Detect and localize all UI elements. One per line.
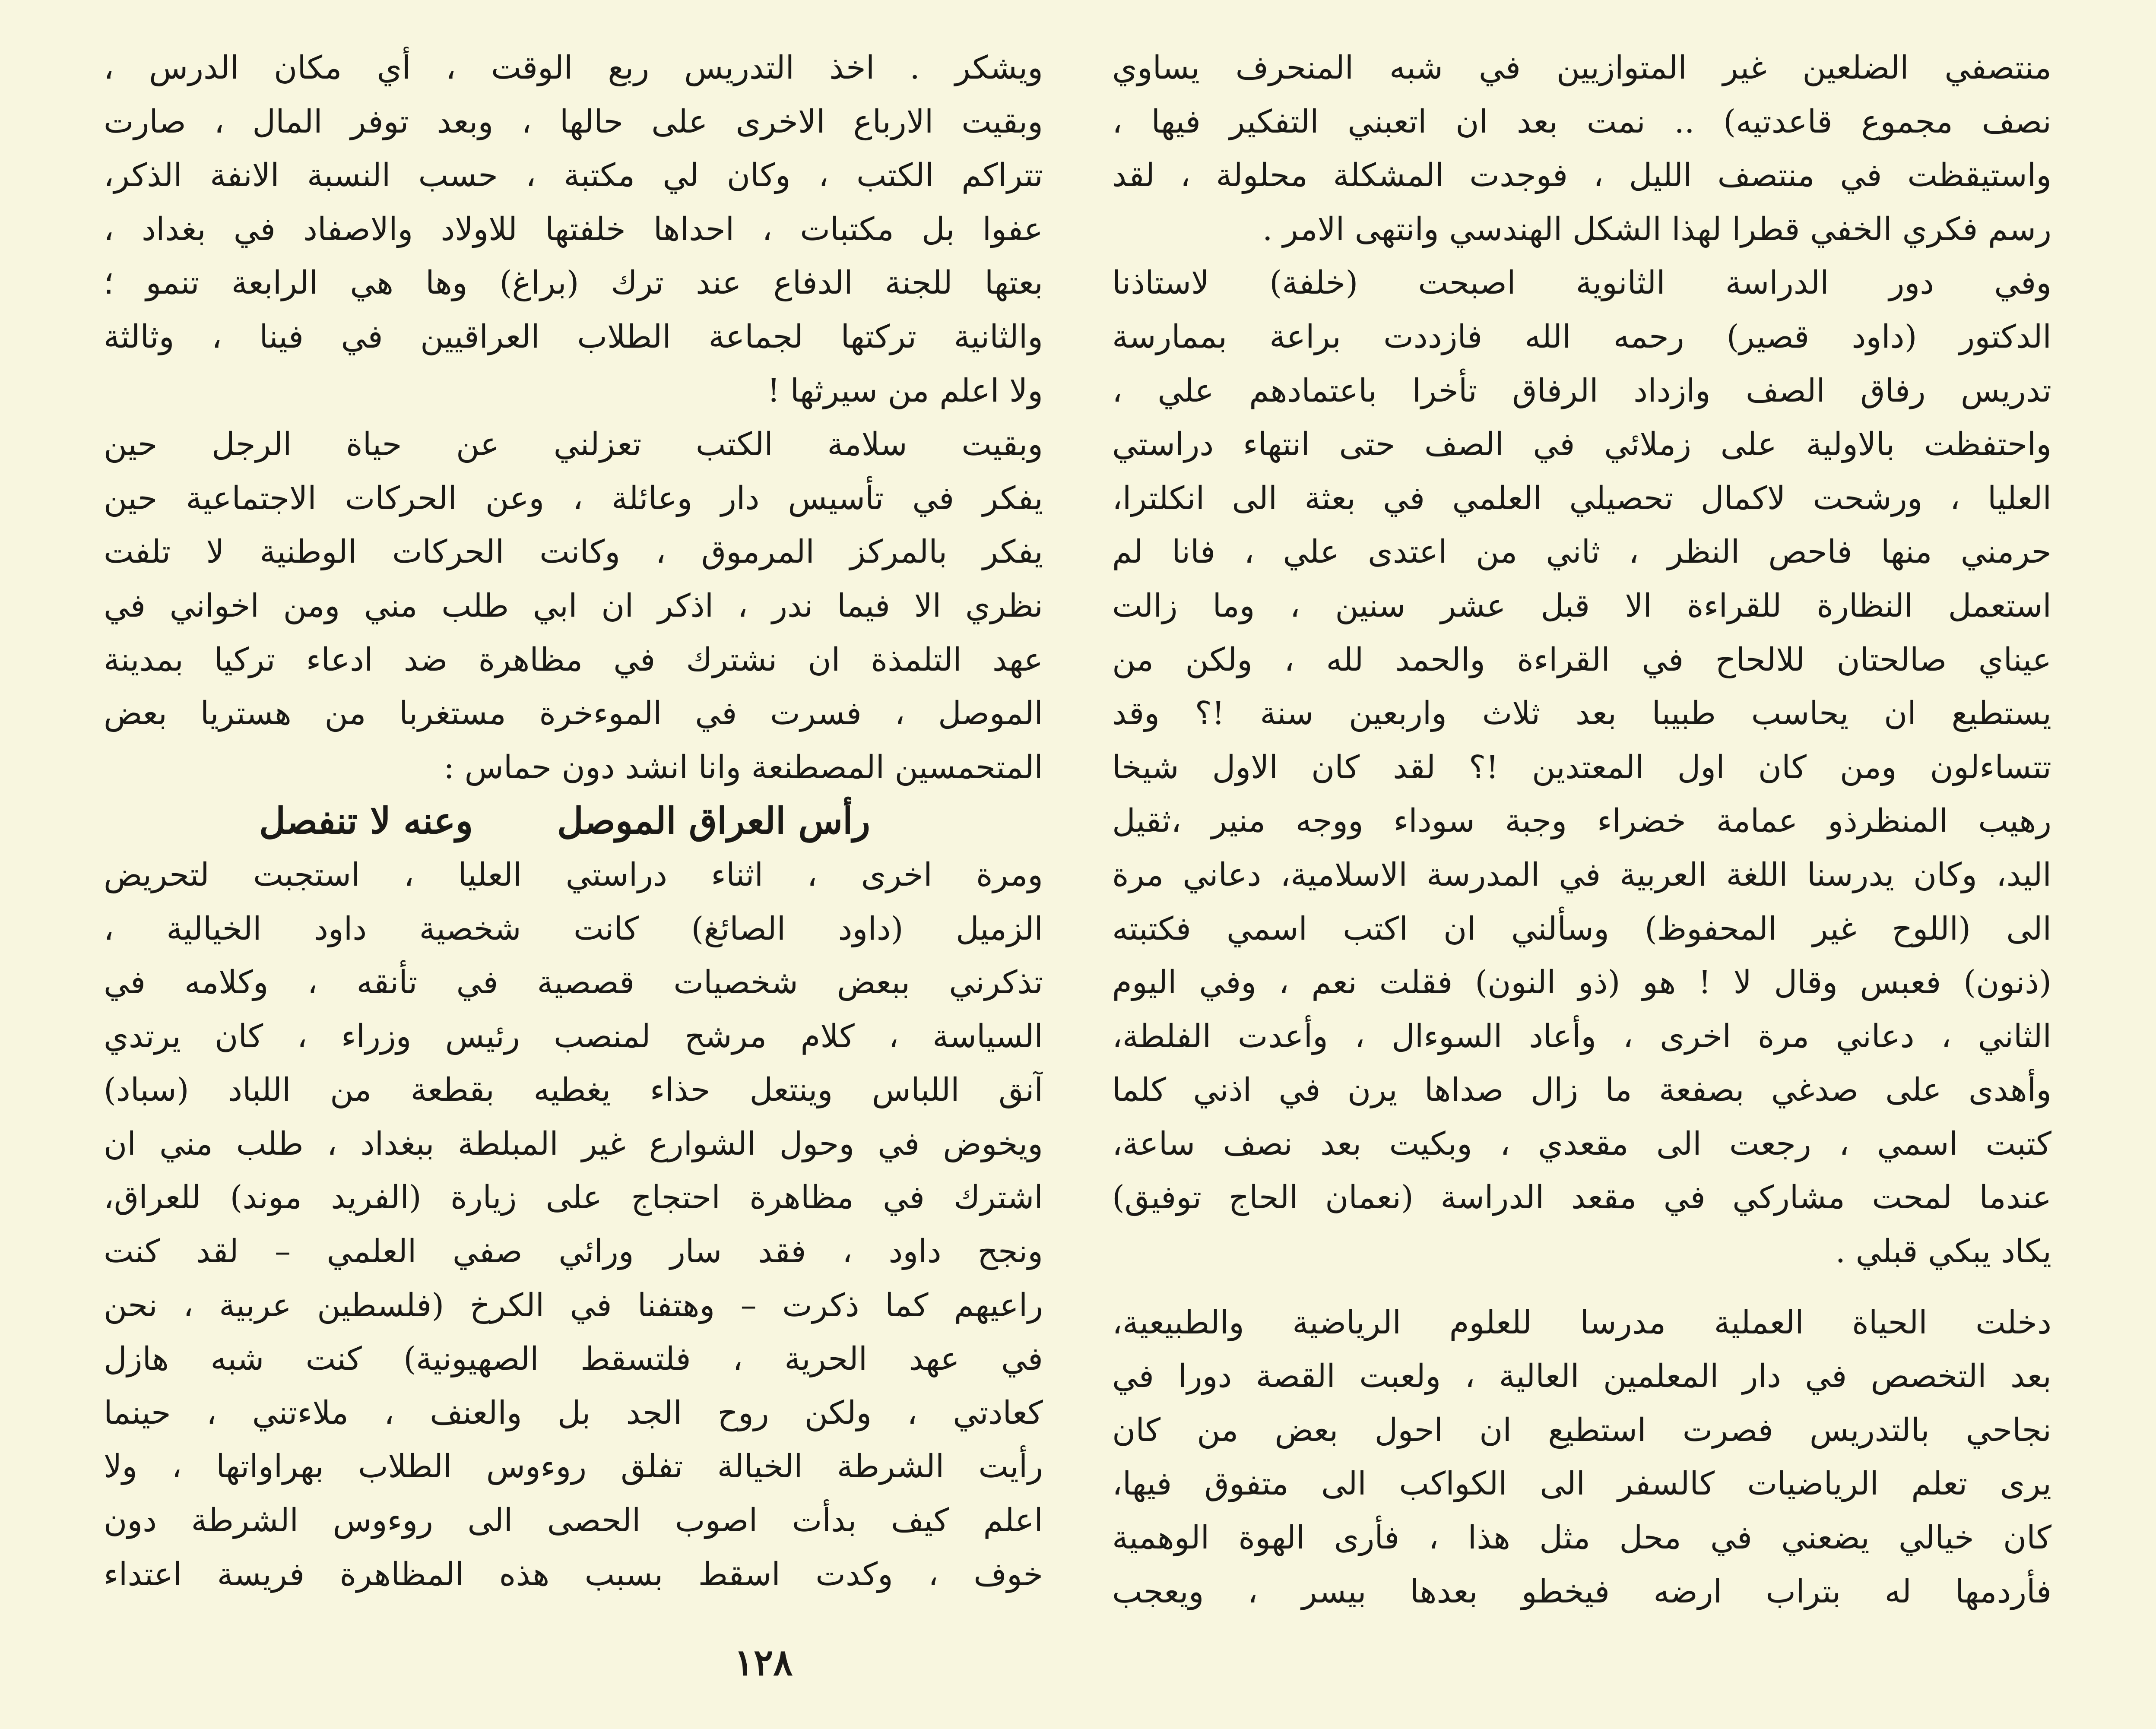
text-line: اليد، وكان يدرسنا اللغة العربية في المدرسة الاسلامية، دعاني مرة — [1112, 856, 2051, 893]
text-line: راعيهم كما ذكرت – وهتفنا في الكرخ (فلسطين عربية ، نحن — [104, 1286, 1043, 1324]
text-line: الموصل ، فسرت في الموءخرة مستغربا من هستريا بعض — [104, 695, 1043, 732]
text-line: الثاني ، دعاني مرة اخرى ، وأعاد السوءال ، وأعدت الفلطة، — [1112, 1017, 2051, 1055]
left-column — [104, 41, 1043, 1601]
text-line: دخلت الحياة العملية مدرسا للعلوم الرياضية والطبيعية، — [1112, 1304, 2051, 1341]
text-line: في عهد الحرية ، فلتسقط الصهيونية) كنت شبه هازل — [104, 1340, 1043, 1378]
text-line: رسم فكري الخفي قطرا لهذا الشكل الهندسي وانتهى الامر . — [1262, 210, 2051, 248]
text-line: واحتفظت بالاولية على زملائي في الصف حتى انتهاء دراستي — [1112, 426, 2051, 463]
poem-verse — [104, 794, 1043, 848]
text-line: منتصفي الضلعين غير المتوازيين في شبه المنحرف يساوي — [1112, 49, 2051, 86]
text-line: بعتها للجنة الدفاع عند ترك (براغ) وها هي الرابعة تنمو ؛ — [104, 264, 1043, 302]
text-line: وأهدى على صدغي بصفعة ما زال صداها يرن في اذني كلما — [1112, 1071, 2051, 1109]
text-line: وبقيت الارباع الاخرى على حالها ، وبعد توفر المال ، صارت — [104, 103, 1043, 140]
text-line: بعد التخصص في دار المعلمين العالية ، ولعبت القصة دورا في — [1112, 1358, 2051, 1395]
text-line: تتراكم الكتب ، وكان لي مكتبة ، حسب النسبة الانفة الذكر، — [104, 157, 1043, 194]
text-line: نصف مجموع قاعدتيه) .. نمت بعد ان اتعبني التفكير فيها ، — [1112, 103, 2051, 140]
text-line: تدريس رفاق الصف وازداد الرفاق تأخرا باعتمادهم علي ، — [1112, 372, 2051, 409]
text-line: يكاد يبكي قبلي . — [1835, 1233, 2051, 1270]
right-column — [1112, 41, 2051, 1618]
text-line: عندما لمحت مشاركي في مقعد الدراسة (نعمان الحاج توفيق) — [1112, 1179, 2051, 1216]
text-line: الدكتور (داود قصير) رحمه الله فازددت براعة بممارسة — [1112, 318, 2051, 355]
text-line: خوف ، وكدت اسقط بسبب هذه المظاهرة فريسة اعتداء — [104, 1555, 1043, 1593]
text-line: وبقيت سلامة الكتب تعزلني عن حياة الرجل حين — [104, 426, 1043, 463]
text-line: اعلم كيف بدأت اصوب الحصى الى روءوس الشرطة دون — [104, 1502, 1043, 1539]
text-line: ومرة اخرى ، اثناء دراستي العليا ، استجبت لتحريض — [104, 856, 1043, 893]
text-line: ولا اعلم من سيرثها ! — [767, 372, 1043, 409]
text-line: فأردمها له بتراب ارضه فيخطو بعدها بيسر ، ويعجب — [1112, 1573, 2051, 1610]
text-line: الزميل (داود الصائغ) كانت شخصية داود الخيالية ، — [104, 910, 1043, 947]
text-line: يفكر في تأسيس دار وعائلة ، وعن الحركات الاجتماعية حين — [104, 479, 1043, 517]
text-line: رأيت الشرطة الخيالة تفلق روءوس الطلاب بهراواتها ، ولا — [104, 1448, 1043, 1485]
text-line: يستطيع ان يحاسب طبيبا بعد ثلاث واربعين سنة !؟ وقد — [1112, 695, 2051, 732]
text-line: عيناي صالحتان للالحاح في القراءة والحمد لله ، ولكن من — [1112, 641, 2051, 678]
text-line: كعادتي ، ولكن روح الجد بل والعنف ، ملاءتني ، حينما — [104, 1394, 1043, 1431]
text-line: آنق اللباس وينتعل حذاء يغطيه بقطعة من اللباد (سباد) — [104, 1071, 1043, 1109]
page-number: ١٢٨ — [734, 1641, 793, 1684]
text-line: استعمل النظارة للقراءة الا قبل عشر سنين ، وما زالت — [1112, 587, 2051, 624]
verse-first-hemistich: رأس العراق الموصل — [557, 799, 870, 842]
text-line: وفي دور الدراسة الثانوية اصبحت (خلفة) لاستاذنا — [1112, 264, 2051, 302]
text-line: يرى تعلم الرياضيات كالسفر الى الكواكب الى متفوق فيها، — [1112, 1465, 2051, 1503]
text-line: عهد التلمذة ان نشترك في مظاهرة ضد ادعاء تركيا بمدينة — [104, 641, 1043, 678]
text-line: اشترك في مظاهرة احتجاج على زيارة (الفريد موند) للعراق، — [104, 1179, 1043, 1216]
text-line: ويشكر . اخذ التدريس ربع الوقت ، أي مكان الدرس ، — [104, 49, 1043, 86]
text-line: تذكرني ببعض شخصيات قصصية في تأنقه ، وكلامه في — [104, 964, 1043, 1001]
text-line: الى (اللوح غير المحفوظ) وسألني ان اكتب اسمي فكتبته — [1112, 910, 2051, 947]
text-line: (ذنون) فعبس وقال لا ! هو (ذو النون) فقلت نعم ، وفي اليوم — [1112, 964, 2051, 1001]
text-line: حرمني منها فاحص النظر ، ثاني من اعتدى علي ، فانا لم — [1112, 533, 2051, 571]
text-line: المتحمسين المصطنعة وانا انشد دون حماس : — [444, 748, 1043, 786]
text-line: يفكر بالمركز المرموق ، وكانت الحركات الوطنية لا تلفت — [104, 533, 1043, 571]
text-line: رهيب المنظرذو عمامة خضراء وجبة سوداء ووجه منير ،ثقيل — [1112, 802, 2051, 840]
text-line: عفوا بل مكتبات ، احداها خلفتها للاولاد والاصفاد في بغداد ، — [104, 210, 1043, 248]
text-line: والثانية تركتها لجماعة الطلاب العراقيين في فينا ، وثالثة — [104, 318, 1043, 355]
text-line: واستيقظت في منتصف الليل ، فوجدت المشكلة محلولة ، لقد — [1112, 157, 2051, 194]
text-line: تتساءلون ومن كان اول المعتدين !؟ لقد كان الاول شيخا — [1112, 748, 2051, 786]
text-line: السياسة ، كلام مرشح لمنصب رئيس وزراء ، كان يرتدي — [104, 1017, 1043, 1055]
text-line: كان خيالي يضعني في محل مثل هذا ، فأرى الهوة الوهمية — [1112, 1519, 2051, 1557]
text-line: ويخوض في وحول الشوارع غير المبلطة ببغداد ، طلب مني ان — [104, 1125, 1043, 1162]
text-line: العليا ، ورشحت لاكمال تحصيلي العلمي في بعثة الى انكلترا، — [1112, 479, 2051, 517]
verse-second-hemistich: وعنه لا تنفصل — [259, 799, 473, 842]
text-line: كتبت اسمي ، رجعت الى مقعدي ، وبكيت بعد نصف ساعة، — [1112, 1125, 2051, 1162]
text-line: نظري الا فيما ندر ، اذكر ان ابي طلب مني ومن اخواني في — [104, 587, 1043, 624]
text-line: نجاحي بالتدريس فصرت استطيع ان احول بعض من كان — [1112, 1411, 2051, 1449]
text-line: ونجح داود ، فقد سار ورائي صفي العلمي – لقد كنت — [104, 1233, 1043, 1270]
